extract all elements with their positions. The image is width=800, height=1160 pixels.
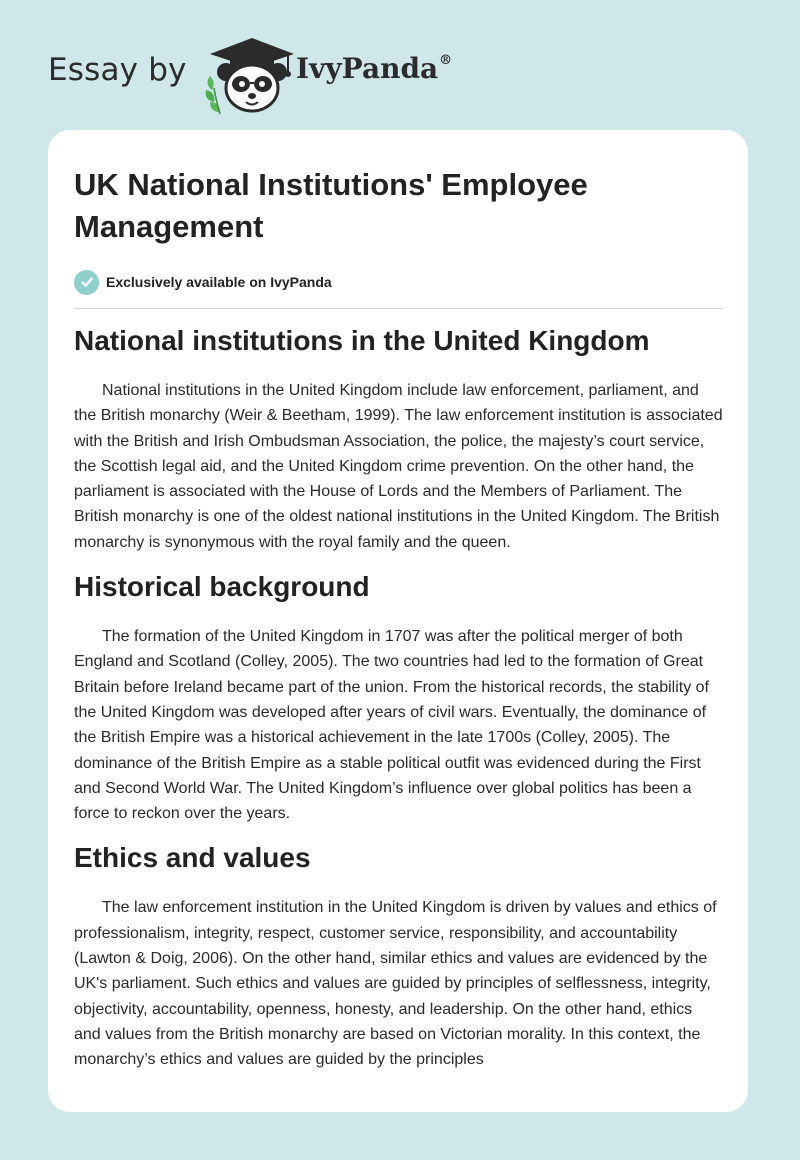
section-ethics-values xyxy=(74,840,723,1072)
exclusive-text: Exclusively available on IvyPanda xyxy=(106,274,332,290)
section-heading: Ethics and values xyxy=(74,842,311,874)
exclusive-badge xyxy=(74,268,723,296)
article-body xyxy=(74,164,723,1073)
section-paragraph: The law enforcement institution in the United Kingdom is driven by values and ethics of professionalism, integrity, respect, customer service, responsibility, and accountability (Lawton & Doig, 2006). On the other hand, similar ethics and values are evidenced by the UK's parliament. Such ethics and values are guided by principles of selflessness, integrity, objectivity, accountability, openness, honesty, and leadership. On the other hand, ethics and values from the British monarchy are based on Victorian morality. In this context, the monarchy’s ethics and values are guided by the principles xyxy=(74,899,717,1069)
section-national-institutions xyxy=(74,323,723,555)
site-header xyxy=(48,28,548,118)
article-card xyxy=(48,130,748,1112)
essay-by-label: Essay by xyxy=(48,52,187,88)
brand-text: IvyPanda xyxy=(296,52,439,85)
section-heading: National institutions in the United Kingdom xyxy=(74,325,650,356)
registered-mark: ® xyxy=(439,52,453,68)
article-title: UK National Institutions' Employee Management xyxy=(74,167,588,244)
check-icon xyxy=(74,270,99,295)
title-divider xyxy=(74,308,723,309)
brand-name[interactable] xyxy=(296,52,452,85)
section-historical-background xyxy=(74,569,723,826)
ivypanda-logo-icon[interactable] xyxy=(200,28,300,118)
section-paragraph: National institutions in the United Kingdom include law enforcement, parliament, and the British monarchy (Weir & Beetham, 1999). The law enforcement institution is associated with the British and Irish Ombudsman Association, the police, the majesty’s court service, the Scottish legal aid, and the United Kingdom crime prevention. On the other hand, the parliament is associated with the House of Lords and the Members of Parliament. The British monarchy is one of the oldest national institutions in the United Kingdom. The British monarchy is synonymous with the royal family and the queen. xyxy=(74,382,723,551)
section-paragraph: The formation of the United Kingdom in 1707 was after the political merger of both England and Scotland (Colley, 2005). The two countries had led to the formation of Great Britain before Ireland became part of the union. From the historical records, the stability of the United Kingdom was developed after years of civil wars. Eventually, the dominance of the British Empire was a historical achievement in the late 1700s (Colley, 2005). The dominance of the British Empire as a stable political outfit was evidenced during the First and Second World War. The United Kingdom’s influence over global politics has been a force to reckon over the years. xyxy=(74,628,709,823)
section-heading: Historical background xyxy=(74,571,370,603)
